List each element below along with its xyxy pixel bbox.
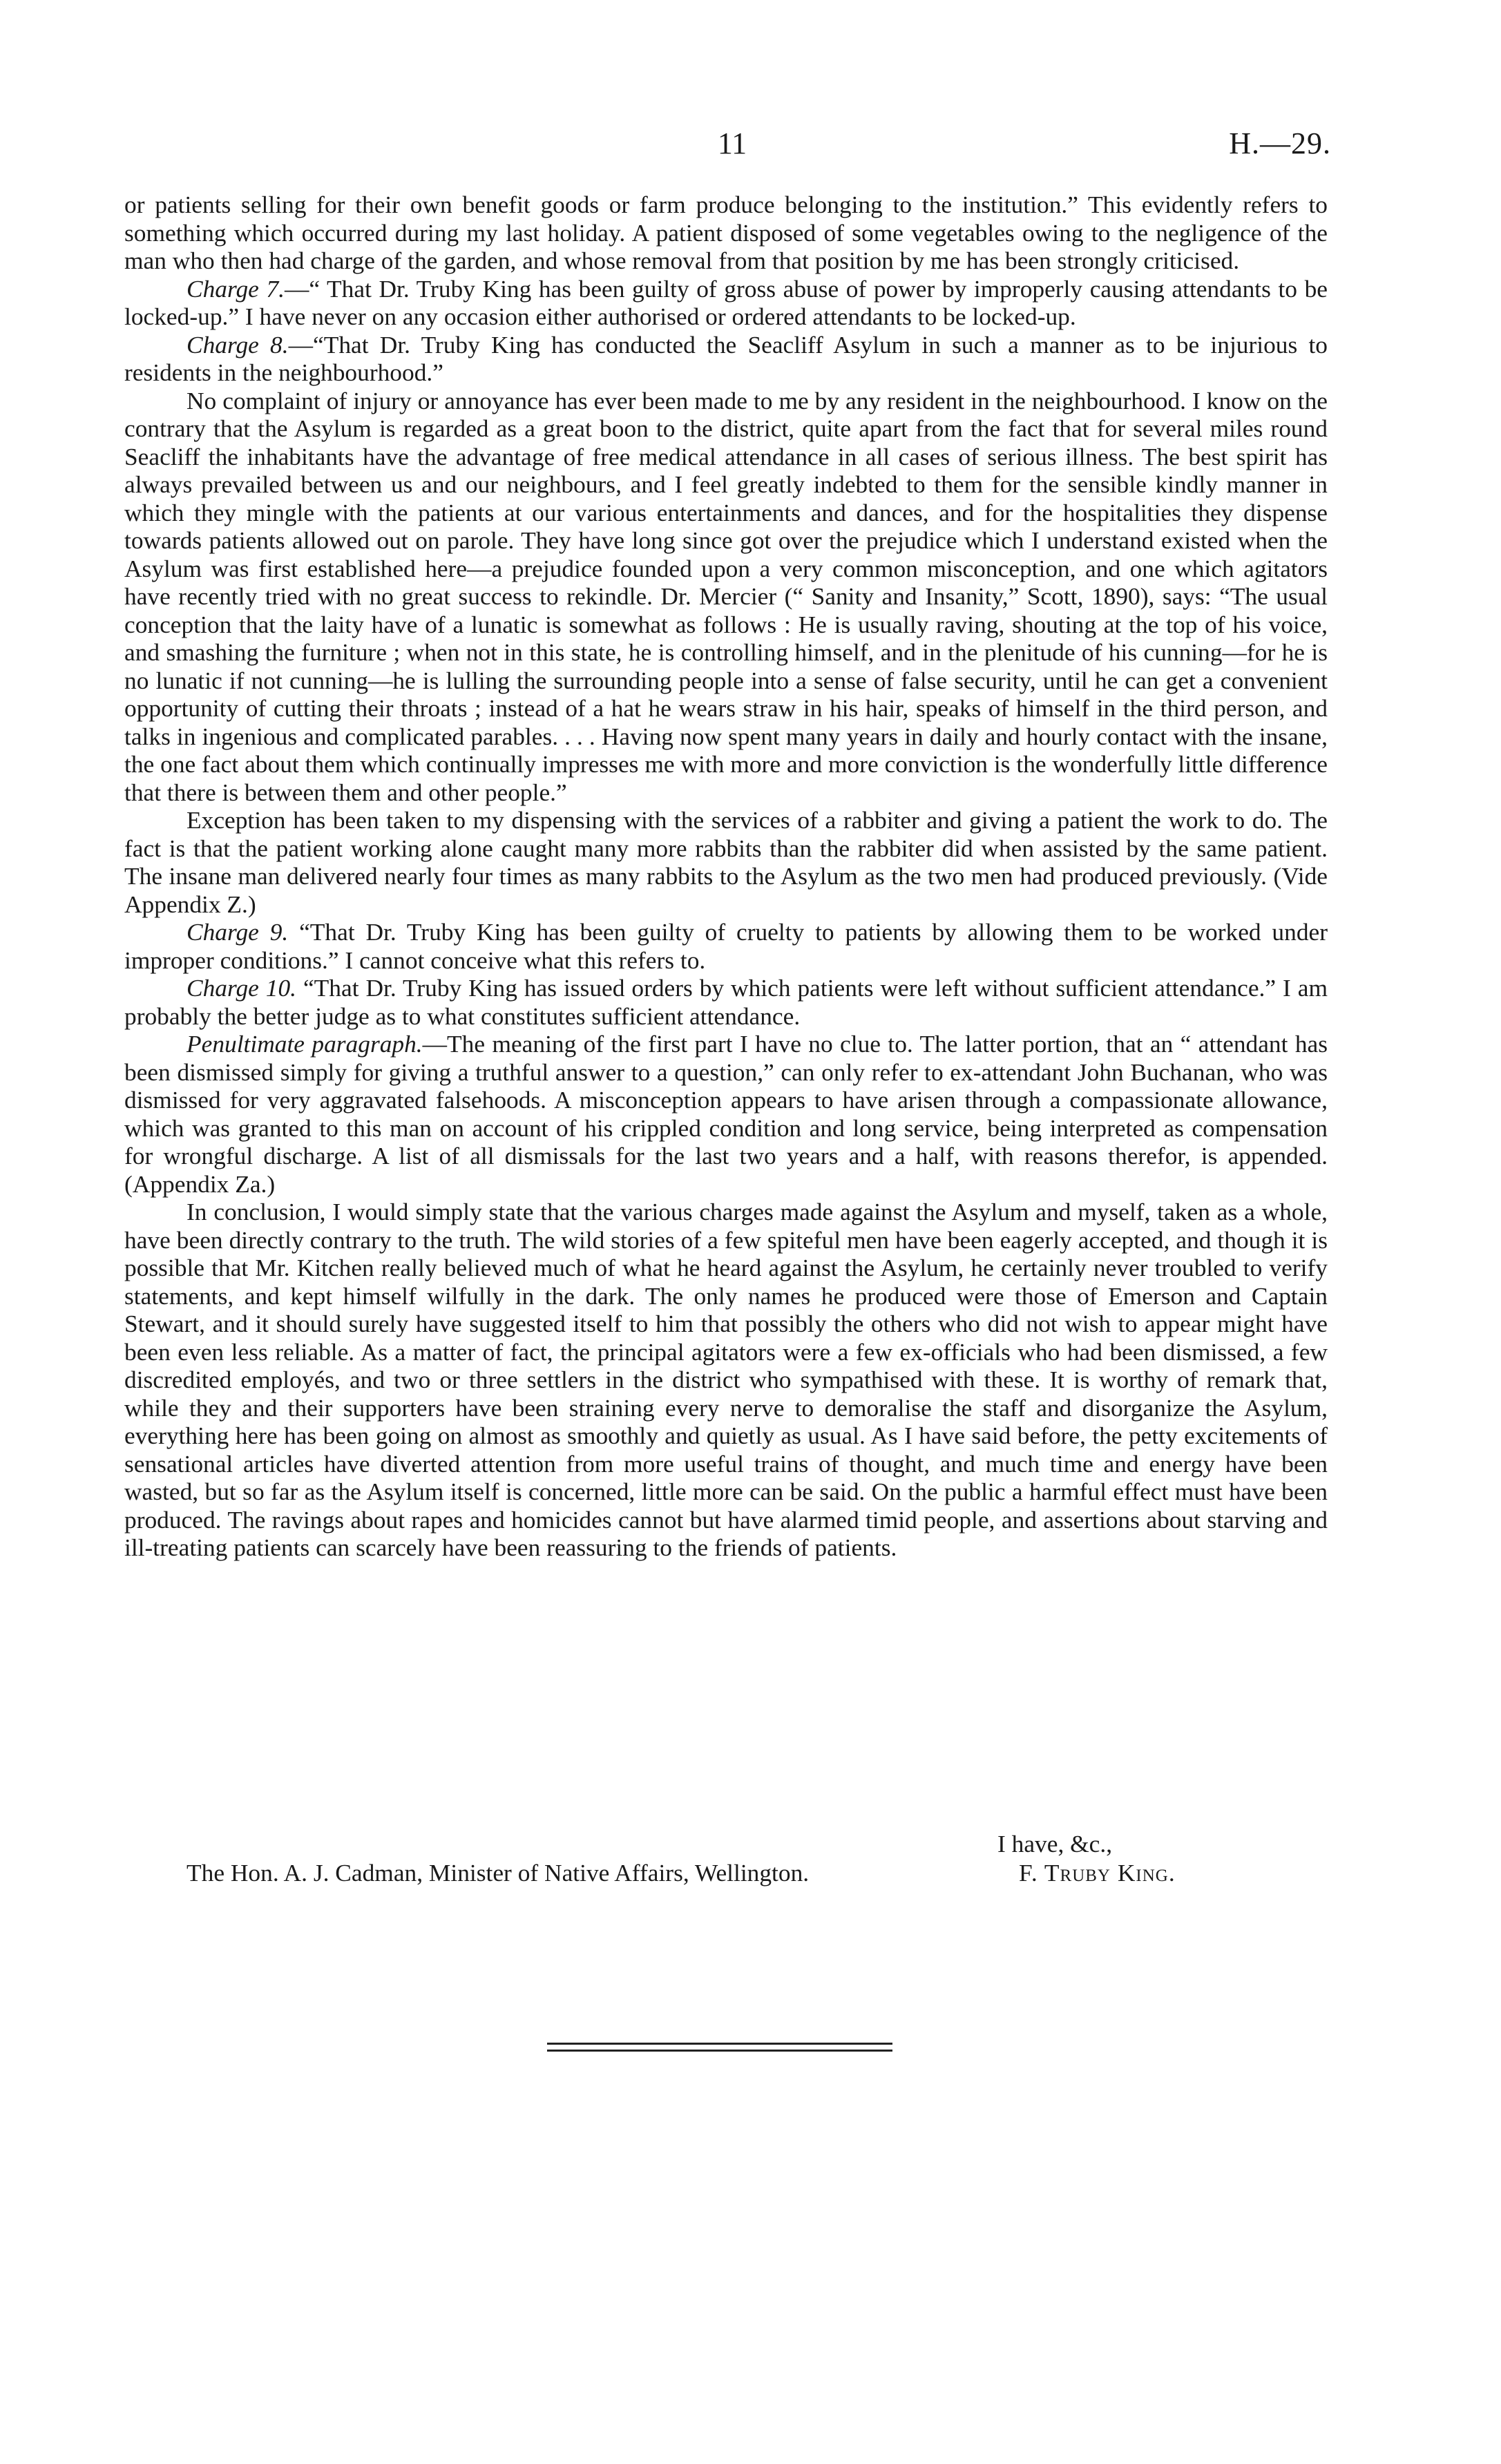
charge-label: Charge 9. [187,918,289,946]
divider-rule [547,2043,892,2045]
addressee: The Hon. A. J. Cadman, Minister of Native Affairs, Wellington. [187,1859,810,1887]
charge-label: Charge 8. [187,330,289,359]
paragraph: Charge 8.—“That Dr. Truby King has conducted the Seacliff Asylum in such a manner as to be injurious to residents in the neighbourhood.” [124,330,1328,386]
document-reference: H.—29. [1229,126,1331,160]
paragraph: Charge 7.—“ That Dr. Truby King has been guilty of gross abuse of power by improperly causing attendants to be locked-up.” I have never on any occasion either authorised or ordered attendants to be locked-up. [124,274,1328,330]
divider-rule [547,2050,892,2052]
body-text [124,191,1328,1562]
charge-label: Charge 10. [187,974,297,1002]
charge-label: Charge 7. [187,274,285,303]
section-label: Penultimate paragraph. [187,1030,423,1058]
paragraph: Exception has been taken to my dispensing with the services of a rabbiter and giving a patient the work to do. The fact is that the patient working alone caught many more rabbits than the rabbiter did when assisted by the same patient. The insane man delivered nearly four times as many rabbits to the Asylum as the two men had produced previously. (Vide Appendix Z.) [124,806,1328,918]
paragraph: No complaint of injury or annoyance has ever been made to me by any resident in the neighbourhood. I know on the contrary that the Asylum is regarded as a great boon to the district, quite apart from the fact that for several miles round Seacliff the inhabitants have the advantage of free medical attendance in all cases of serious illness. The best spirit has always prevailed between us and our neighbours, and I feel greatly indebted to them for the sensible kindly manner in which they mingle with the patients at our various entertainments and dances, and for the hospitalities they dispense towards patients allowed out on parole. They have long since got over the prejudice which I understand existed when the Asylum was first established here—a prejudice founded upon a very common misconception, and one which agitators have recently tried with no great success to rekindle. Dr. Mercier (“ Sanity and Insanity,” Scott, 1890), says: “The usual conception that the laity have of a lunatic is somewhat as follows : He is usually raving, shouting at the top of his voice, and smashing the furniture ; when not in this state, he is controlling himself, and in the plenitude of his cunning—for he is no lunatic if not cunning—he is lulling the surrounding people into a sense of false security, until he can get a convenient opportunity of cutting their throats ; instead of a hat he wears straw in his hair, speaks of himself in the third person, and talks in ingenious and complicated parables. . . . Having now spent many years in daily and hourly contact with the insane, the one fact about them which continually impresses me with more and more conviction is the wonderfully little difference that there is between them and other people.” [124,386,1328,806]
paragraph: Charge 9. “That Dr. Truby King has been guilty of cruelty to patients by allowing them to be worked under improper conditions.” I cannot conceive what this refers to. [124,918,1328,974]
closing-line [187,1858,1333,1887]
signoff: I have, &c., [997,1830,1113,1857]
paragraph: In conclusion, I would simply state that the various charges made against the Asylum and myself, taken as a whole, have been directly contrary to the truth. The wild stories of a few spiteful men have been eagerly accepted, and though it is possible that Mr. Kitchen really believed much of what he heard against the Asylum, he certainly never troubled to verify statements, and kept himself wilfully in the dark. The only names he produced were those of Emerson and Captain Stewart, and it should surely have suggested itself to him that possibly the others who did not wish to appear might have been even less reliable. As a matter of fact, the principal agitators were a few ex-officials who had been dismissed, a few discredited employés, and two or three settlers in the district who sympathised with these. It is worthy of remark that, while they and their supporters have been straining every nerve to demoralise the staff and disorganize the Asylum, everything here has been going on almost as smoothly and quietly as usual. As I have said before, the petty excitements of sensational articles have diverted attention from more useful trains of thought, and much time and energy have been wasted, but so far as the Asylum itself is concerned, little more can be said. On the public a harmful effect must have been produced. The ravings about rapes and homicides cannot but have alarmed timid people, and assertions about starving and ill-treating patients can scarcely have been reassuring to the friends of patients. [124,1198,1328,1561]
paragraph: or patients selling for their own benefit goods or farm produce belonging to the institution.” This evidently refers to something which occurred during my last holiday. A patient disposed of some vegetables owing to the negligence of the man who then had charge of the garden, and whose removal from that position by me has been strongly criticised. [124,191,1328,274]
signature: F. Truby King. [1019,1859,1176,1887]
paragraph: Charge 10. “That Dr. Truby King has issued orders by which patients were left without sufficient attendance.” I am probably the better judge as to what constitutes sufficient attendance. [124,974,1328,1030]
page-number: 11 [717,126,747,160]
paragraph: Penultimate paragraph.—The meaning of the first part I have no clue to. The latter portion, that an “ attendant has been dismissed simply for giving a truthful answer to a question,” can only refer to ex-attendant John Buchanan, who was dismissed for very aggravated falsehoods. A misconception appears to have arisen through a compassionate allowance, which was granted to this man on account of his crippled condition and long service, being interpreted as compensation for wrongful discharge. A list of all dismissals for the last two years and a half, with reasons therefor, is appended. (Appendix Za.) [124,1030,1328,1198]
